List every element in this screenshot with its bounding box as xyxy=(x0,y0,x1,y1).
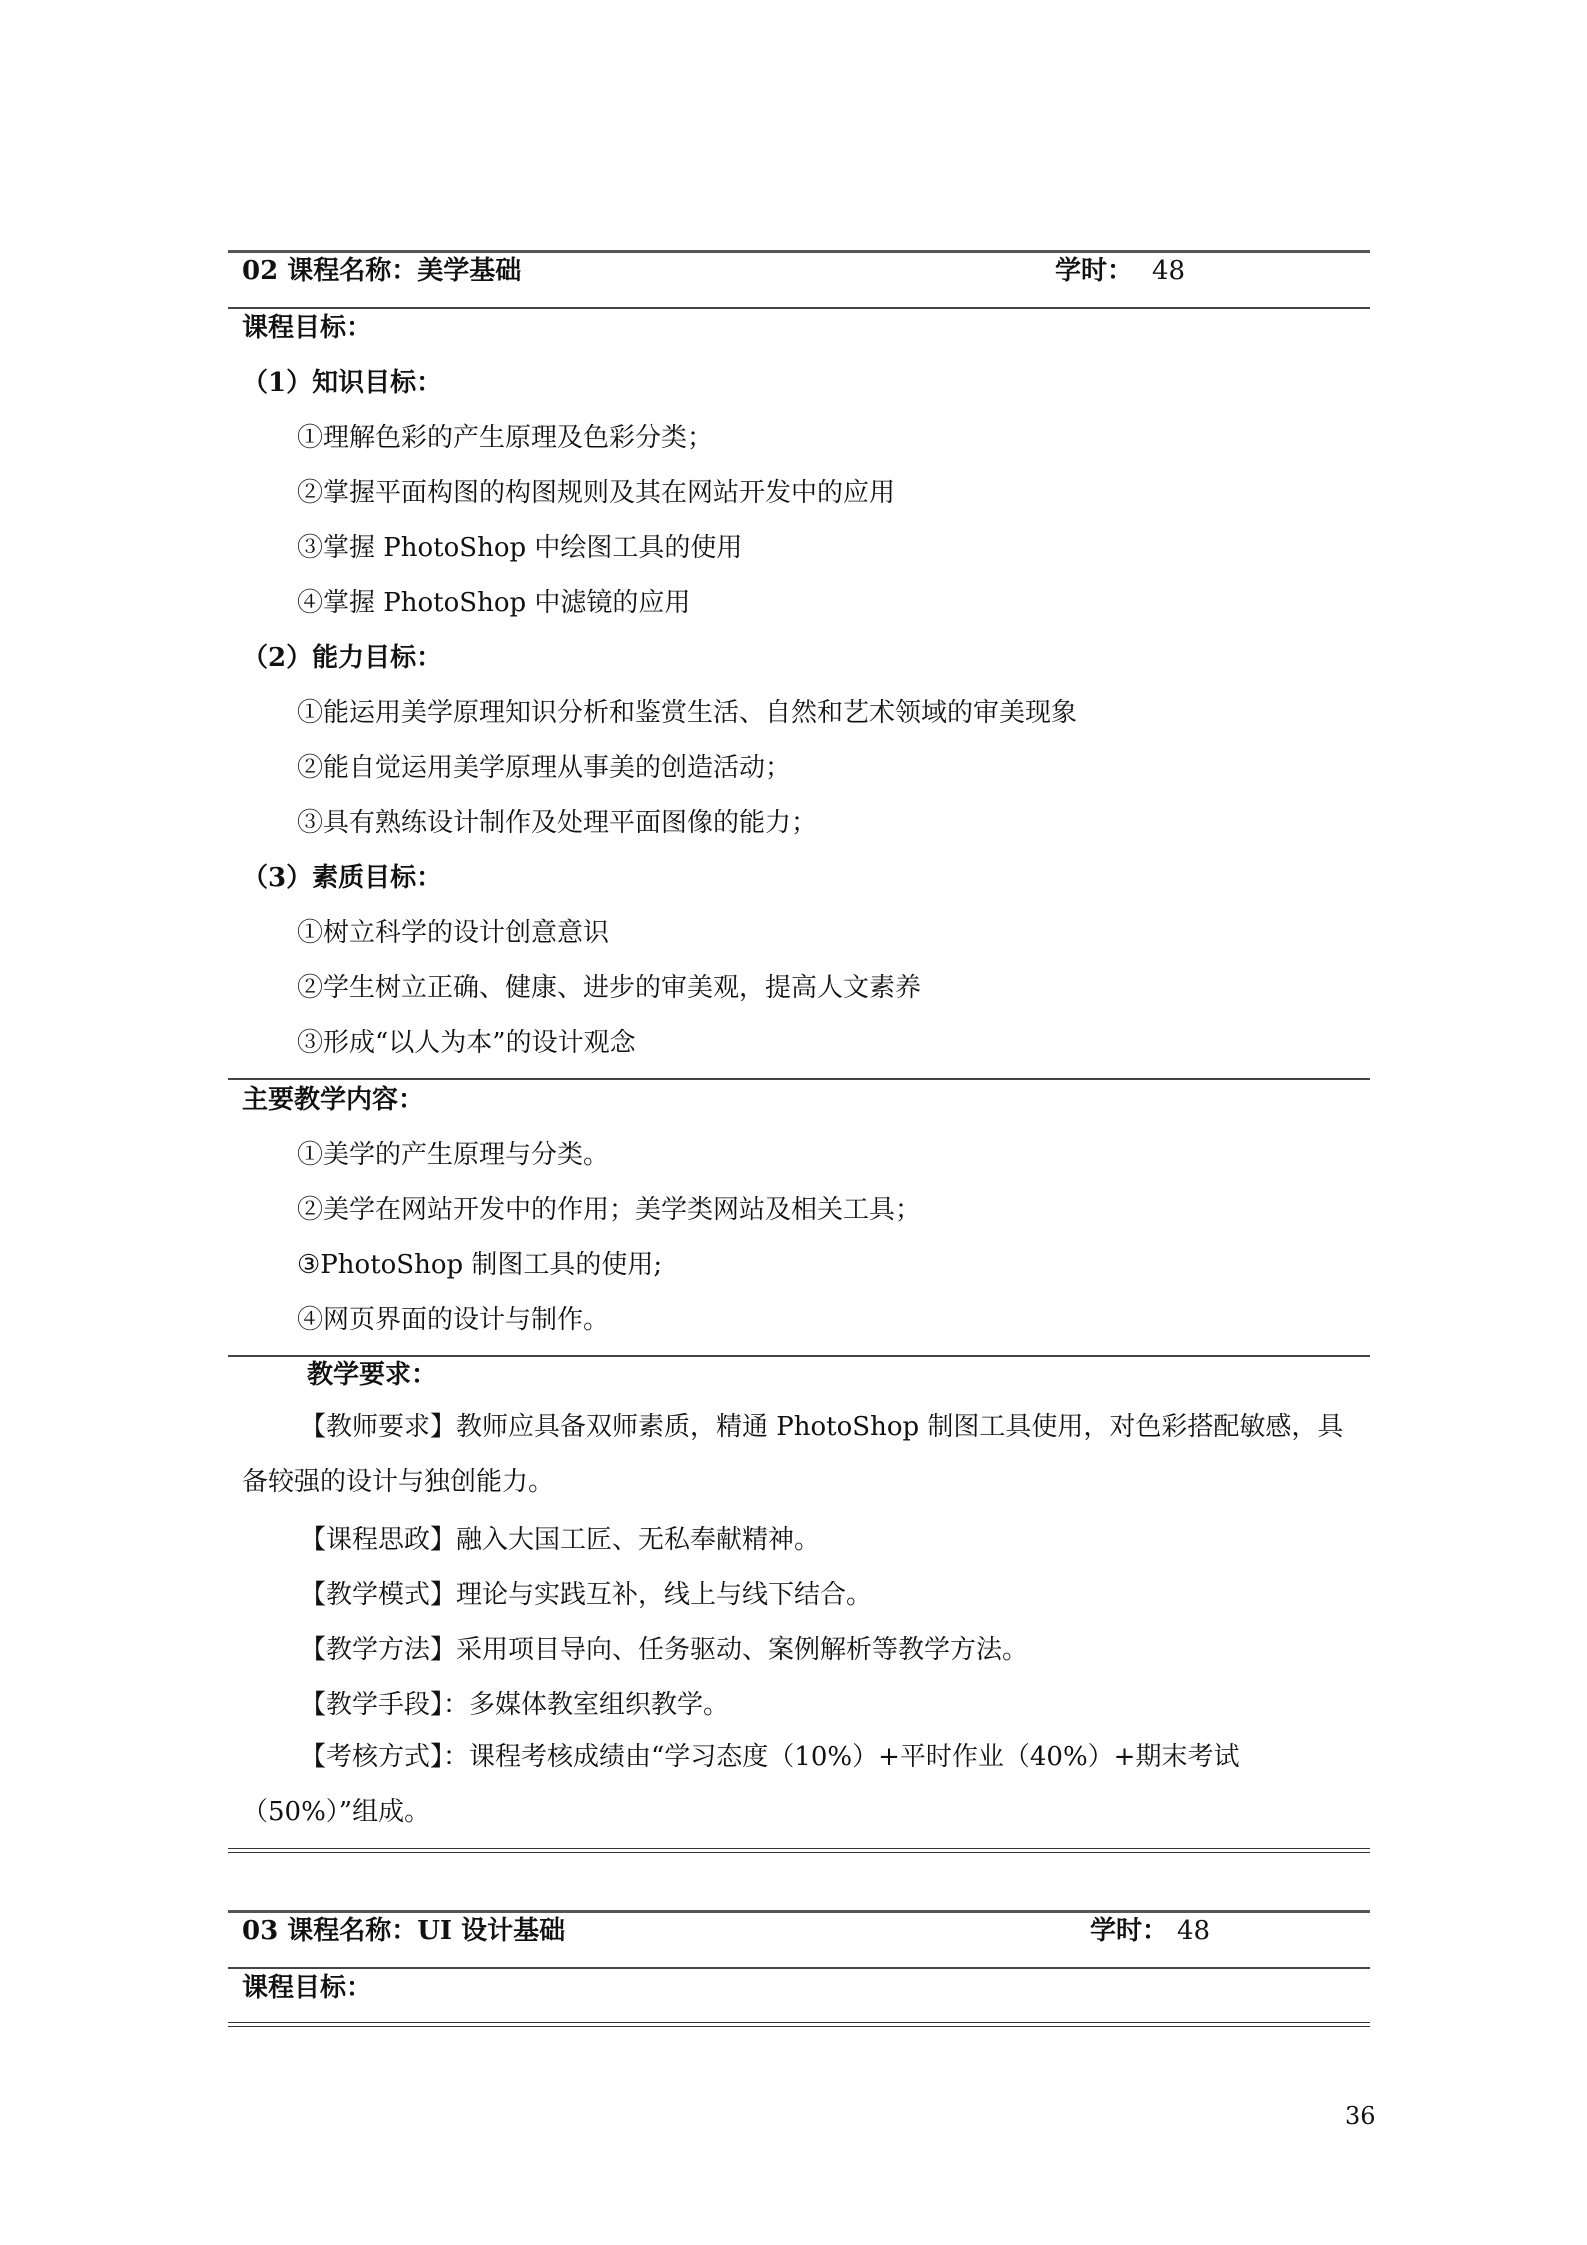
course2-content-heading: 主要教学内容： xyxy=(242,1085,425,1115)
course2-req-ideology: 【课程思政】融入大国工匠、无私奉献精神。 xyxy=(300,1525,821,1555)
course3-bottom-rule xyxy=(228,2022,1370,2027)
course2-hours-label: 学时： xyxy=(1055,256,1134,286)
course2-goals-rule xyxy=(228,1078,1370,1080)
course2-ability-item: ③具有熟练设计制作及处理平面图像的能力； xyxy=(297,808,818,838)
course2-knowledge-item: ①理解色彩的产生原理及色彩分类； xyxy=(297,423,714,453)
course2-quality-heading: （3）素质目标： xyxy=(242,863,443,893)
course2-ability-heading: （2）能力目标： xyxy=(242,643,443,673)
course2-content-item: ②美学在网站开发中的作用；美学类网站及相关工具； xyxy=(297,1195,922,1225)
course2-content-item: ③PhotoShop 制图工具的使用; xyxy=(297,1250,663,1280)
course3-hours-value: 48 xyxy=(1177,1916,1211,1946)
course2-title-rule xyxy=(228,307,1370,309)
course2-req-mode: 【教学模式】理论与实践互补，线上与线下结合。 xyxy=(300,1580,873,1610)
course2-req-assess: 【考核方式】：课程考核成绩由“学习态度（10%）+平时作业（40%）+期末考试（50%）”组成。 xyxy=(242,1742,1240,1827)
course2-content-item: ①美学的产生原理与分类。 xyxy=(297,1140,610,1170)
course2-content-item: ④网页界面的设计与制作。 xyxy=(297,1305,610,1335)
course2-bottom-rule xyxy=(228,1848,1370,1853)
course2-quality-item: ②学生树立正确、健康、进步的审美观，提高人文素养 xyxy=(297,973,922,1003)
course3-hours-label: 学时： xyxy=(1090,1916,1169,1946)
course2-ability-item: ②能自觉运用美学原理从事美的创造活动； xyxy=(297,753,792,783)
course2-knowledge-item: ②掌握平面构图的构图规则及其在网站开发中的应用 xyxy=(297,478,896,508)
course3-title: 03 课程名称：UI 设计基础 xyxy=(242,1916,566,1946)
course3-top-rule xyxy=(228,1910,1370,1913)
course2-knowledge-item: ④掌握 PhotoShop 中滤镜的应用 xyxy=(297,588,691,618)
course2-top-rule xyxy=(228,250,1370,253)
page-number: 36 xyxy=(1345,2102,1376,2130)
course2-title: 02 课程名称：美学基础 xyxy=(242,256,522,286)
course2-ability-item: ①能运用美学原理知识分析和鉴赏生活、自然和艺术领域的审美现象 xyxy=(297,698,1078,728)
course2-req-method: 【教学方法】采用项目导向、任务驱动、案例解析等教学方法。 xyxy=(300,1635,1029,1665)
course2-quality-item: ①树立科学的设计创意意识 xyxy=(297,918,610,948)
course3-goals-heading: 课程目标： xyxy=(242,1973,373,2003)
course2-quality-item: ③形成“以人为本”的设计观念 xyxy=(297,1028,636,1058)
course2-requirements-heading: 教学要求： xyxy=(307,1360,438,1390)
course2-knowledge-item: ③掌握 PhotoShop 中绘图工具的使用 xyxy=(297,533,743,563)
course2-goals-heading: 课程目标： xyxy=(242,313,373,343)
course2-req-means: 【教学手段】：多媒体教室组织教学。 xyxy=(300,1690,730,1720)
course2-content-rule xyxy=(228,1355,1370,1357)
course3-title-rule xyxy=(228,1967,1370,1969)
course2-knowledge-heading: （1）知识目标： xyxy=(242,368,443,398)
course2-req-teacher: 【教师要求】教师应具备双师素质，精通 PhotoShop 制图工具使用，对色彩搭配敏感，具备较强的设计与独创能力。 xyxy=(242,1412,1344,1497)
course2-hours-value: 48 xyxy=(1152,256,1186,286)
